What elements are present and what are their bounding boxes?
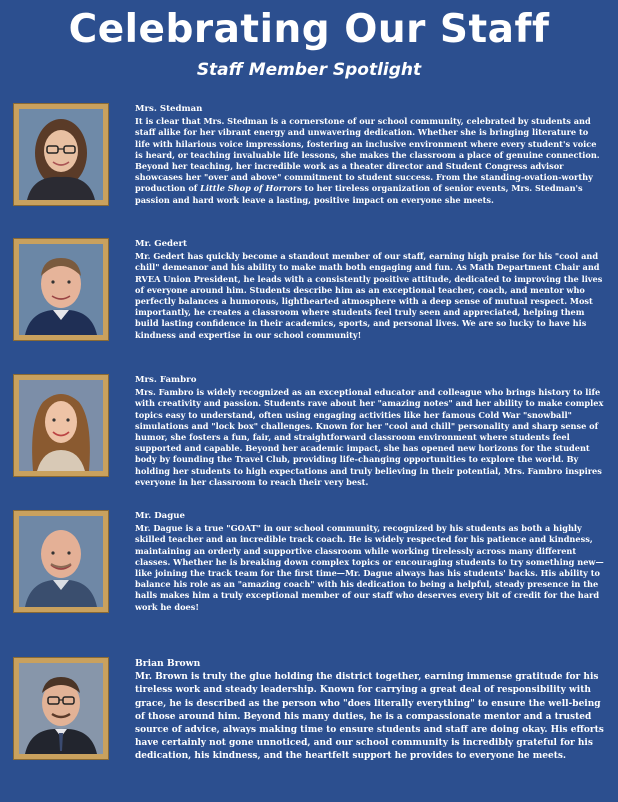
staff-entry-dague [135,511,605,613]
page-title: Celebrating Our Staff [68,7,550,52]
staff-photo-brown [14,658,108,759]
staff-photo-dague [14,511,108,612]
portrait-man-bald-icon [19,516,103,607]
staff-entry-brown [135,657,605,764]
staff-name: Mrs. Fambro [135,375,197,385]
portrait-woman-glasses-icon [19,109,103,200]
staff-entry-fambro [135,375,605,488]
staff-bio: It is clear that Mrs. Stedman is a cornerstone of our school community, celebrated by students and staff alike for her vibrant energy and unwavering dedication. Whether she is bringing literature to life with hilarious voice impressions, fostering an inclusive environment where every student's voice is heard, or teaching invaluable life lessons, she makes the classroom a place of genuine connection. Beyond her teaching, her incredible work as a theater director and Student Congress advisor showcases her "over and above" commitment to student success. From the standing-ovation-worthy production of Little Shop of Horrors to her tireless organization of senior events, Mrs. Stedman's passion and hard work leave a lasting, positive impact on everyone she meets. [135,116,600,205]
staff-name: Mrs. Stedman [135,104,203,114]
staff-photo-gedert [14,239,108,340]
staff-name: Brian Brown [135,658,201,669]
staff-entry-gedert [135,239,605,341]
staff-bio: Mr. Dague is a true "GOAT" in our school community, recognized by his students as both a highly skilled teacher and an incredible track coach. He is widely respected for his patience and kindness, maintaining an orderly and supportive classroom while working tirelessly across many different classes. Whether he is breaking down complex topics or encouraging students to try something new—like joining the track team for the first time—Mr. Dague always has his students' backs. His ability to balance his role as an "amazing coach" with his dedication to being a helpful, steady presence in the halls makes him a truly exceptional member of our staff who deserves every bit of credit for the hard work he does! [135,523,604,612]
staff-bio: Mrs. Fambro is widely recognized as an exceptional educator and colleague who brings history to life with creativity and passion. Students rave about her "amazing notes" and her ability to make complex topics easy to understand, often using engaging activities like her famous Cold War "snowball" simulations and "lock box" challenges. Known for her "cool and chill" personality and sharp sense of humor, she fosters a fun, fair, and straightforward classroom environment where students feel supported and capable. Beyond her academic impact, she has opened new horizons for the student body by founding the Travel Club, providing life-changing opportunities to explore the world. By holding her students to high expectations and truly believing in their potential, Mrs. Fambro inspires everyone in her classroom to reach their very best. [135,387,604,487]
staff-name: Mr. Dague [135,511,185,521]
staff-photo-fambro [14,375,108,476]
staff-name: Mr. Gedert [135,239,188,249]
portrait-man-glasses-icon [19,663,103,754]
staff-bio: Mr. Gedert has quickly become a standout member of our staff, earning high praise for his "cool and chill" demeanor and his ability to make math both engaging and fun. As Math Department Chair and RVEA Union President, he leads with a consistently positive attitude, dedicated to improving the lives of everyone around him. Students describe him as an exceptional teacher, coach, and mentor who perfectly balances a humorous, lighthearted atmosphere with a deep sense of mutual respect. Most importantly, he creates a classroom where students feel truly seen and appreciated, helping them build lasting confidence in their academics, sports, and personal lives. We are so lucky to have his kindness and expertise in our school community! [135,251,603,340]
show-title: Little Shop of Horrors [200,183,302,194]
portrait-man-icon [19,244,103,335]
page-subtitle: Staff Member Spotlight [196,60,422,80]
staff-bio: Mr. Brown is truly the glue holding the district together, earning immense gratitude for his tireless work and steady leadership. Known for carrying a great deal of responsibility with grace, he is described as the person who "does literally everything" to ensure the well-being of those around him. Beyond his many duties, he is a compassionate mentor and a trusted source of advice, always making time to ensure students and staff are doing okay. His efforts have certainly not gone unnoticed, and our school community is incredibly grateful for his dedication, his kindness, and the heartfelt support he provides to everyone he meets. [135,672,604,762]
staff-photo-stedman [14,104,108,205]
staff-entry-stedman [135,104,605,206]
portrait-woman-icon [19,380,103,471]
